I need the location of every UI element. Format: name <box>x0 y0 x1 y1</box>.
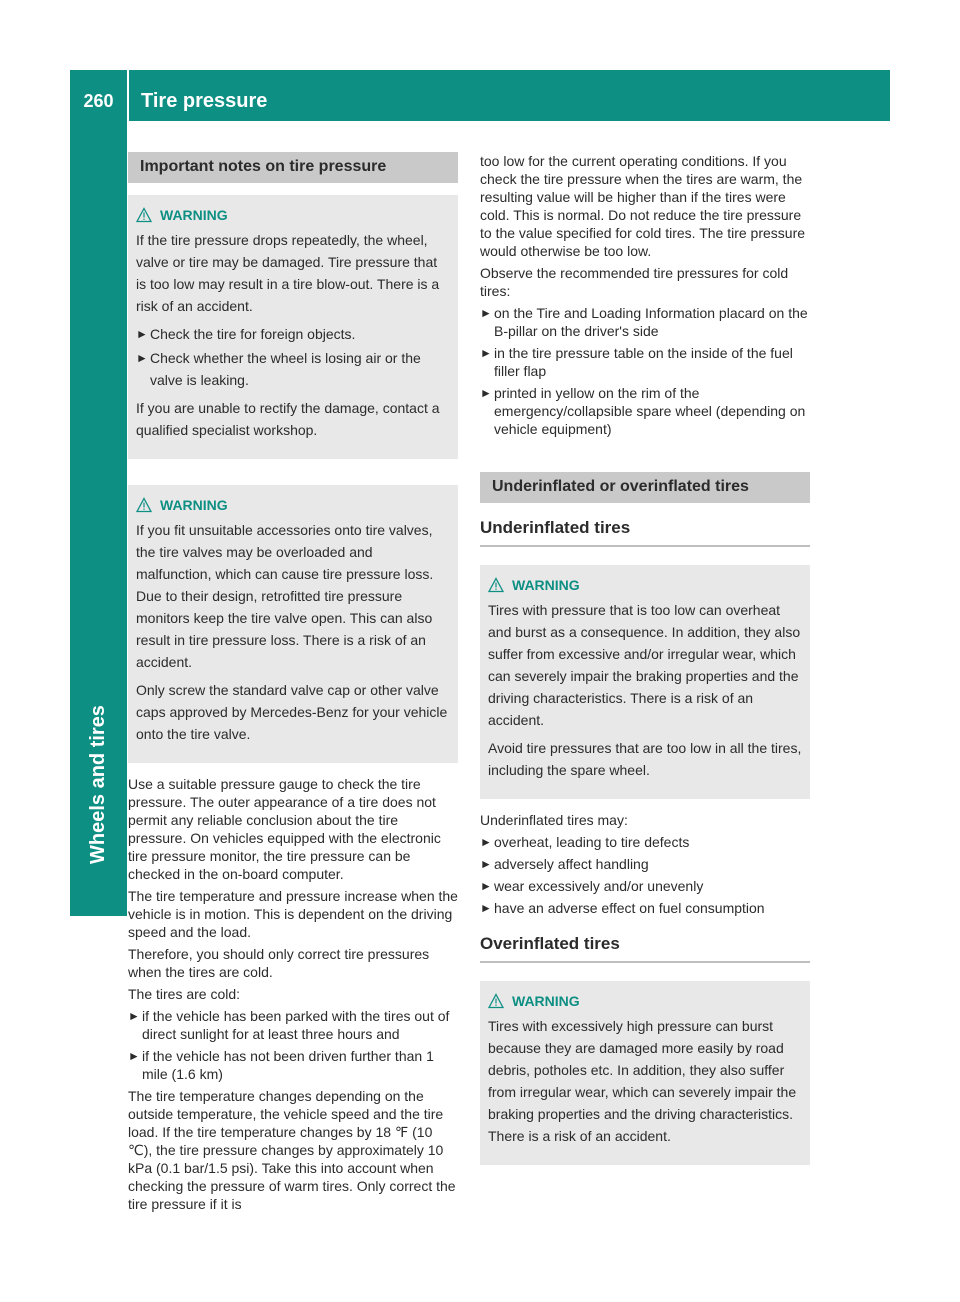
list-item: ► adversely affect handling <box>480 856 649 872</box>
warning-text: Tires with pressure that is too low can overheat and burst as a consequence. In addition, they also suffer from excessive and/or irregular wear, which can severely impair the braking properties and the driving characteristics. There is a risk of an accident. <box>488 602 801 728</box>
page-title: Tire pressure <box>141 90 268 112</box>
warning-text: If you fit unsuitable accessories onto tire valves, the tire valves may be overloaded and malfunction, which can cause tire pressure loss. Due to their design, retrofitted tire pressure monitors keep the tire valve open. This can also result in tire pressure loss. There is a risk of an accident. <box>136 522 434 670</box>
body-paragraph: The tire temperature changes depending on the outside temperature, the vehicle speed and the tire load. If the tire temperature changes by 18 ℉ (10 ℃), the tire pressure changes by approximately 10 kPa (0.1 bar/1.5 psi). Take this into account when checking the pressure of warm tires. Only correct the tire pressure if it is <box>128 1088 456 1212</box>
warning-text: Avoid tire pressures that are too low in all the tires, including the spare wheel. <box>488 740 802 778</box>
list-item: ► overheat, leading to tire defects <box>480 834 690 850</box>
warning-triangle-icon <box>136 207 152 223</box>
body-paragraph: too low for the current operating conditions. If you check the tire pressure when the tires are warm, the resulting value will be higher than if the tires were cold. This is normal. Do not reduce the tire pressure to the value specified for cold tires. The tire pressure would otherwise be too low. <box>480 153 806 259</box>
warning-text: Tires with excessively high pressure can burst because they are damaged more easily by road debris, potholes etc. In addition, they also suffer from irregular wear, which can severely impair the braking properties and the driving characteristics. There is a risk of an accident. <box>488 1018 797 1144</box>
page-number: 260 <box>83 91 114 111</box>
warning-box-accessories <box>128 485 458 763</box>
page-header <box>70 70 890 121</box>
warning-bullet: ► Check the tire for foreign objects. <box>136 326 356 342</box>
list-item: ► printed in yellow on the rim of the emergency/collapsible spare wheel (depending on vehicle equipment) <box>480 385 806 437</box>
warning-box-overinflated <box>480 981 810 1165</box>
warning-text: Only screw the standard valve cap or other valve caps approved by Mercedes-Benz for your vehicle onto the tire valve. <box>136 682 448 742</box>
warning-triangle-icon <box>136 497 152 513</box>
warning-triangle-icon <box>488 577 504 593</box>
section-title-inflation: Underinflated or overinflated tires <box>480 472 810 503</box>
warning-text: If the tire pressure drops repeatedly, the wheel, valve or tire may be damaged. Tire pressure that is too low may result in a tire blow-out. There is a risk of an accident. <box>136 232 440 314</box>
warning-box-pressure-drop <box>128 195 458 459</box>
subheading-underinflated: Underinflated tires <box>480 515 810 547</box>
body-paragraph: Use a suitable pressure gauge to check the tire pressure. The outer appearance of a tire does not permit any reliable conclusion about the tire pressure. On vehicles equipped with the electronic tire pressure monitor, the tire pressure can be checked in the on-board computer. <box>128 776 441 882</box>
warning-label: WARNING <box>160 207 228 223</box>
warning-label: WARNING <box>160 497 228 513</box>
warning-box-underinflated <box>480 565 810 799</box>
warning-header <box>488 991 802 1011</box>
left-column <box>128 152 458 1217</box>
subheading-overinflated: Overinflated tires <box>480 931 810 963</box>
body-paragraph: Underinflated tires may: <box>480 812 628 828</box>
list-item: ► in the tire pressure table on the inside of the fuel filler flap <box>480 345 793 379</box>
body-paragraph: The tire temperature and pressure increase when the vehicle is in motion. This is dependent on the driving speed and the load. <box>128 888 458 940</box>
section-title-important-notes: Important notes on tire pressure <box>128 152 458 183</box>
body-paragraph: Therefore, you should only correct tire pressures when the tires are cold. <box>128 946 430 980</box>
list-item: ► on the Tire and Loading Information placard on the B-pillar on the driver's side <box>480 305 808 339</box>
chapter-label: Wheels and tires <box>87 705 109 864</box>
right-column <box>480 152 810 1177</box>
list-item: ► wear excessively and/or unevenly <box>480 878 704 894</box>
warning-triangle-icon <box>488 993 504 1009</box>
body-paragraph: The tires are cold: <box>128 986 241 1002</box>
header-divider <box>127 70 129 121</box>
warning-bullet: ► Check whether the wheel is losing air or the valve is leaking. <box>136 350 421 388</box>
list-item: ► if the vehicle has not been driven further than 1 mile (1.6 km) <box>128 1048 434 1082</box>
warning-label: WARNING <box>512 993 580 1009</box>
warning-label: WARNING <box>512 577 580 593</box>
list-item: ► have an adverse effect on fuel consumption <box>480 900 765 916</box>
list-item: ► if the vehicle has been parked with the tires out of direct sunlight for at least three hours and <box>128 1008 450 1042</box>
warning-header <box>488 575 802 595</box>
warning-header <box>136 495 450 515</box>
warning-header <box>136 205 450 225</box>
body-paragraph: Observe the recommended tire pressures for cold tires: <box>480 265 789 299</box>
warning-text: If you are unable to rectify the damage, contact a qualified specialist workshop. <box>136 400 440 438</box>
chapter-side-tab <box>70 121 127 916</box>
